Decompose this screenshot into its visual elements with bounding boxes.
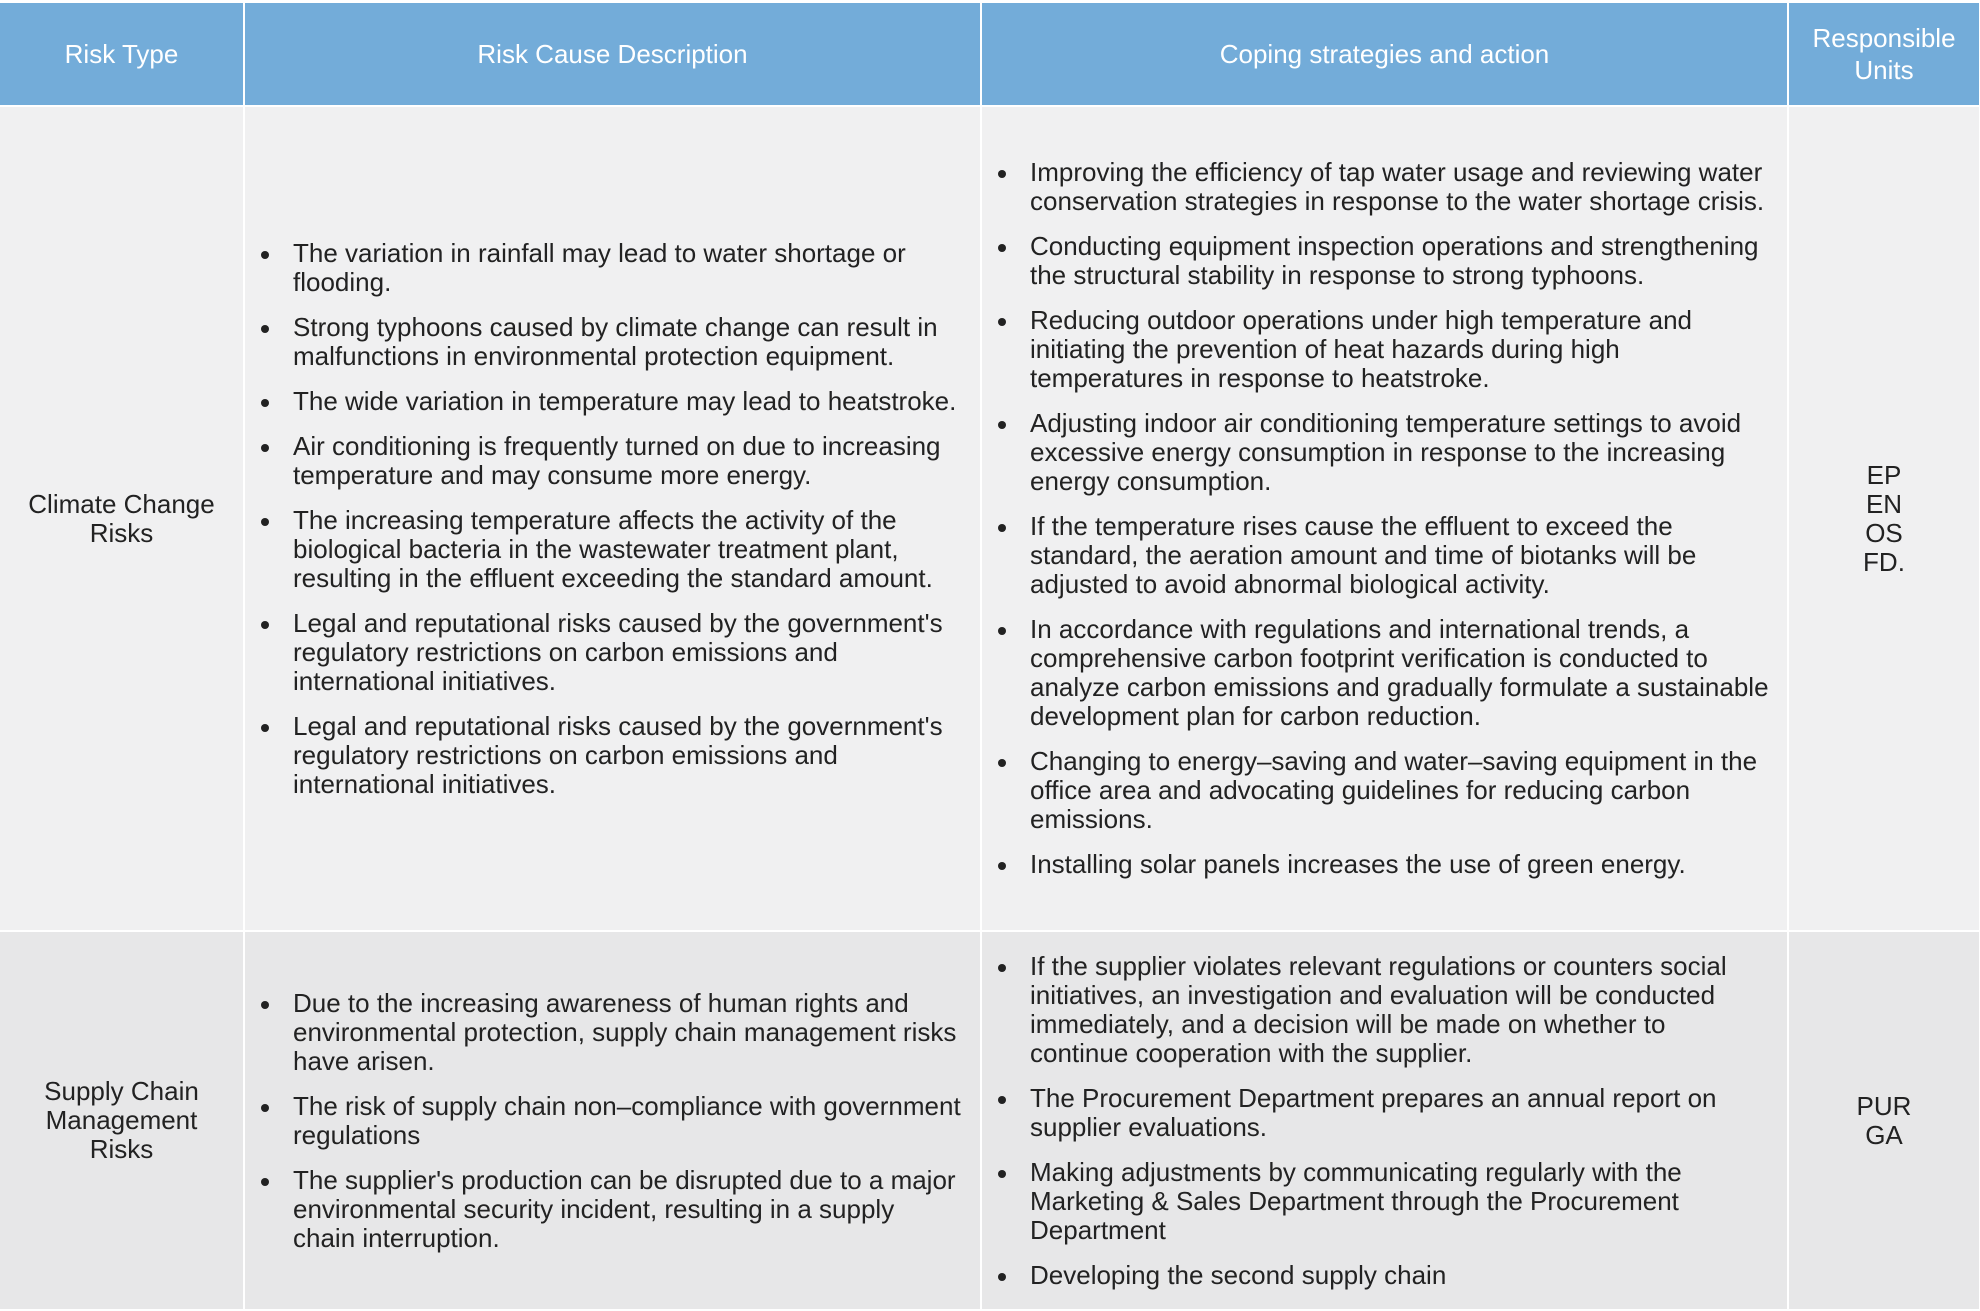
list-item: The supplier's production can be disrupted due to a major environmental security incident, resulting in a supply chain interruption. [245, 1166, 962, 1253]
unit-code: OS [1865, 517, 1903, 548]
list-item: The wide variation in temperature may lead to heatstroke. [245, 387, 962, 416]
cause-cell [244, 106, 981, 931]
list-item: Air conditioning is frequently turned on due to increasing temperature and may consume more energy. [245, 432, 962, 490]
list-item: Adjusting indoor air conditioning temperature settings to avoid excessive energy consumption in response to the increasing energy consumption. [982, 409, 1769, 496]
list-item: If the temperature rises cause the effluent to exceed the standard, the aeration amount and time of biotanks will be adjusted to avoid abnormal biological activity. [982, 512, 1769, 599]
strategy-cell [981, 106, 1788, 931]
list-item: Legal and reputational risks caused by the government's regulatory restrictions on carbon emissions and international initiatives. [245, 609, 962, 696]
table-row-climate [0, 106, 1979, 931]
strategy-list [982, 952, 1787, 1290]
list-item: Installing solar panels increases the use of green energy. [982, 850, 1769, 879]
strategy-cell [981, 931, 1788, 1310]
list-item: Developing the second supply chain [982, 1261, 1769, 1290]
list-item: Changing to energy–saving and water–saving equipment in the office area and advocating guidelines for reducing carbon emissions. [982, 747, 1769, 834]
table-row-supply [0, 931, 1979, 1310]
list-item: If the supplier violates relevant regulations or counters social initiatives, an investigation and evaluation will be conducted immediately, and a decision will be made on whether to continue cooperation with the supplier. [982, 952, 1769, 1068]
list-item: The Procurement Department prepares an annual report on supplier evaluations. [982, 1084, 1769, 1142]
list-item: Strong typhoons caused by climate change can result in malfunctions in environmental protection equipment. [245, 313, 962, 371]
header-units: Responsible Units [1788, 3, 1979, 106]
cause-cell [244, 931, 981, 1310]
list-item: Due to the increasing awareness of human rights and environmental protection, supply chain management risks have arisen. [245, 989, 962, 1076]
list-item: The risk of supply chain non–compliance with government regulations [245, 1092, 962, 1150]
units-cell [1788, 931, 1979, 1310]
risk-type-cell [0, 106, 244, 931]
strategy-list [982, 158, 1787, 879]
list-item: Reducing outdoor operations under high temperature and initiating the prevention of heat hazards during high temperatures in response to heatstroke. [982, 306, 1769, 393]
unit-code: EN [1865, 488, 1903, 519]
list-item: Conducting equipment inspection operations and strengthening the structural stability in response to strong typhoons. [982, 232, 1769, 290]
list-item: The increasing temperature affects the activity of the biological bacteria in the wastewater treatment plant, resulting in the effluent exceeding the standard amount. [245, 506, 962, 593]
unit-code: GA [1865, 1119, 1903, 1150]
unit-code: EP [1866, 459, 1902, 490]
risk-type-label: Climate Change Risks [28, 488, 215, 548]
units-cell [1788, 106, 1979, 931]
list-item: The variation in rainfall may lead to water shortage or flooding. [245, 239, 962, 297]
list-item: Improving the efficiency of tap water usage and reviewing water conservation strategies in response to the water shortage crisis. [982, 158, 1769, 216]
list-item: Legal and reputational risks caused by the government's regulatory restrictions on carbon emissions and international initiatives. [245, 712, 962, 799]
header-strategies: Coping strategies and action [981, 3, 1788, 106]
list-item: Making adjustments by communicating regularly with the Marketing & Sales Department through the Procurement Department [982, 1158, 1769, 1245]
header-row [0, 3, 1979, 106]
risk-type-label: Supply Chain Management Risks [44, 1076, 199, 1164]
header-risk-type: Risk Type [0, 3, 244, 106]
list-item: In accordance with regulations and international trends, a comprehensive carbon footprint verification is conducted to analyze carbon emissions and gradually formulate a sustainable development plan for carbon reduction. [982, 615, 1769, 731]
risk-table [0, 3, 1979, 1311]
header-cause: Risk Cause Description [244, 3, 981, 106]
unit-code: PUR [1856, 1090, 1912, 1121]
unit-code: FD. [1863, 546, 1905, 577]
